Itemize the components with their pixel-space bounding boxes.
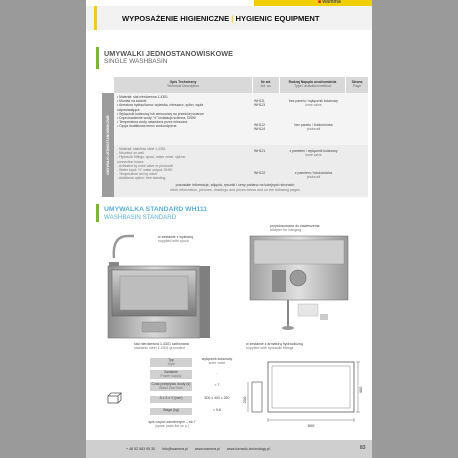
dim-width: 500 [307, 423, 315, 428]
description-pl: • Materiał: stal nierdzewna 1.4301 • Montaż na ścianie • Armatura hydrauliczna: wylewka, mieszacz, syfon, węże odpowiadające • Wyłącznik kolanowy lub sensorowy na przedniej ściance • Doprowadzenie wody: ½" instalacja ścienna, DN50 • Temperatura wody ustawiona przez mieszacz • Opcja dodatkowa termo wodoodporna [117, 95, 204, 129]
header-art-no: Nr art. Art. no. [253, 77, 279, 93]
phone-text: + 48 52 583 95 30 [126, 447, 156, 451]
standard-subtitle: WASHBASIN STANDARD [104, 214, 177, 221]
section-subtitle: SINGLE WASHBASIN [104, 58, 168, 65]
row1-type: bez panelu / wyłącznik kolanowy knee valve [288, 99, 338, 108]
row3-art: WH121 [254, 149, 266, 153]
vertical-category-label: UMYWALKI JEDNOSTANOWISKOWE [102, 93, 114, 197]
catalog-page: ■ wamma WYPOSAŻENIE HIGIENICZNE | HYGIENIC EQUIPMENT UMYWALKI JEDNOSTANOWISKOWE SINGLE WASHBASIN Opis Techniczny Technical Description Nr art. Art. no. Rodzaj Napędu uruchomienia Type / activation method Strona Page UMYWALKI JEDNOSTANOWISKOWE • Materiał: stal nierdzewna 1.4301 • Montaż na ścianie • Armatura hydrauliczna: wylewka, mieszacz, syfon, węże odpowiadające • Wyłącznik kolanowy lub sensorowy na przedniej ściance • Doprowadzenie wody: ½" instalacja ścienna, DN50 • Temperatura wody ustawiona przez mieszacz • Opcja dodatkowa termo wodoodporna - Material: stainless steel 1.4301 - Mounted on wall - Hydraulic fittings: spout, water mixer, siphon, connection hoses - Activated by knee valve or photocell - Water input: ½" water output: DN50 - Temperature set by mixer - Additional option: free standing WH111 WH113 bez panelu / wyłącznik kolanowy knee valve WH112 WH114 bez panelu / fotokomórka photocell WH121 z panelem / wyłącznik kolanowy knee valve WH122 z panelem / fotokomórka photocell pozostałe informacje, zdjęcia, rysunki i ceny podano na kolejnych stronach other information, pictures, drawings and prices below and on the following pages UMYWALKA STANDARD WH111 WASHBASIN STANDARD w zestawie z wylewką supplied with spout przystosowana do zawieszenia adapter for hanging stal nierdzewna 1.4301 szlifowana stainless steel 1.4301 grounded w zestawie z armaturą hydrauliczną supplied with hydraulic fittings Typ Type wyłącznik kolanowy knee valve Zasilanie Power supply - Czas przepływu wody (s) Water flow time < 7 A x Z x Y (mm) 500 x 400 x 250 Waga (kg) ≈ 5,8 spis części zamiennych – str.7 (spare parts list on p.) 400 250 500 + 48 52 583 95 30 info@wamma.pl www.wamma.pl www.tornado-technology.pl 83 [86, 0, 372, 458]
page-title [122, 14, 320, 23]
title-en: HYGIENIC EQUIPMENT [235, 14, 320, 23]
header-description: Opis Techniczny Technical Description [114, 77, 252, 93]
washbasin-back-photo [232, 218, 362, 338]
dim-height: 400 [358, 386, 363, 394]
row2-type: bez panelu / fotokomórka photocell [294, 123, 333, 132]
callout-spout: w zestawie z wylewką supplied with spout [158, 235, 193, 244]
row4-art: WH122 [254, 171, 266, 175]
dimensions-icon [106, 392, 122, 406]
header-page: Strona Page [346, 77, 368, 93]
website-link-2[interactable]: www.tornado-technology.pl [226, 447, 270, 451]
callout-hanging: przystosowana do zawieszenia adapter for hanging [270, 224, 320, 233]
table-footnote: pozostałe informacje, zdjęcia, rysunki i ceny podano na kolejnych stronach other information, pictures, drawings and prices below and on the following pages [170, 183, 300, 192]
washbasin-front-photo [106, 228, 216, 340]
standard-title: UMYWALKA STANDARD WH111 [104, 206, 208, 213]
description-en: - Material: stainless steel 1.4301 - Mounted on wall - Hydraulic fittings: spout, water mixer, siphon, connection hoses - Activated by knee valve or photocell - Water input: ½" water output: DN50 - Temperature set by mixer - Additional option: free standing [117, 147, 187, 181]
page-number: 83 [360, 445, 366, 451]
title-pl: WYPOSAŻENIE HIGIENICZNE [122, 14, 230, 23]
section-title: UMYWALKI JEDNOSTANOWISKOWE [104, 49, 234, 58]
header-type: Rodzaj Napędu uruchomienia Type / activation method [280, 77, 345, 93]
contact-line [126, 447, 276, 451]
dim-depth: 250 [242, 396, 247, 404]
header-accent [94, 6, 97, 30]
spare-parts-note: spis części zamiennych – str.7 (spare parts list on p.) [148, 420, 196, 428]
callout-fittings: w zestawie z armaturą hydrauliczną supplied with hydraulic fittings [246, 342, 303, 351]
row2-art: WH112 WH114 [254, 123, 266, 132]
logo-mark-icon: ■ [318, 0, 322, 5]
row3-type: z panelem / wyłącznik kolanowy knee valve [289, 149, 338, 158]
logo-text: wamma [322, 0, 341, 5]
section-accent-bar [96, 47, 99, 69]
callout-steel: stal nierdzewna 1.4301 szlifowana stainless steel 1.4301 grounded [134, 342, 189, 351]
technical-drawing [242, 360, 366, 430]
website-link[interactable]: www.wamma.pl [194, 447, 220, 451]
standard-accent-bar [96, 204, 99, 222]
title-separator: | [231, 14, 234, 23]
email-link[interactable]: info@wamma.pl [162, 447, 188, 451]
row1-art: WH111 WH113 [254, 99, 266, 108]
row4-type: z panelem / fotokomórka photocell [294, 171, 333, 180]
